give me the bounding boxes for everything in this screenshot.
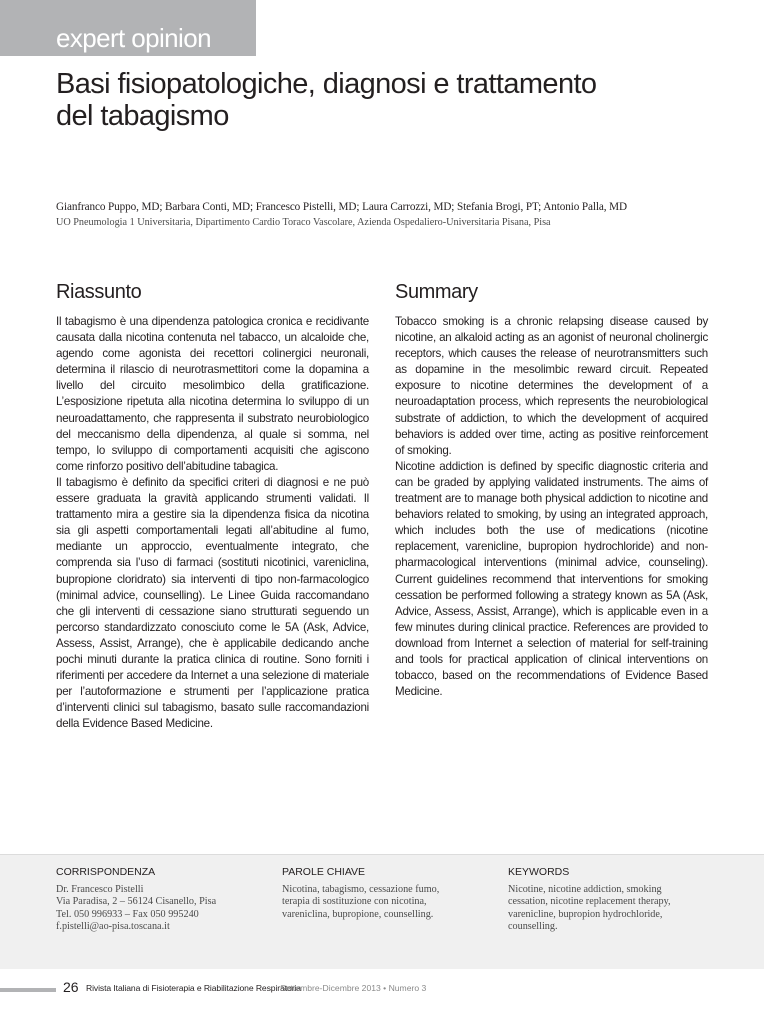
section-tab (0, 0, 256, 56)
riassunto-column (56, 279, 369, 732)
summary-paragraph-1: Tobacco smoking is a chronic relapsing disease caused by nicotine, an alkaloid acting as an agonist of neuronal cholinergic receptors, which causes the release of neurotransmitters such as dopamine in the mesolimbic reward circuit. Repeated exposure to nicotine determines the development of a neuroadaptation process, which represents the neurobiological substrate of addiction, to which the development of acquired behaviors is added over time, acting as positive reinforcement of smoking. (395, 315, 708, 457)
keywords-line: counselling. (508, 921, 558, 933)
keywords-block (508, 866, 718, 934)
parole-chiave-line: vareniclina, bupropione, counselling. (282, 908, 434, 920)
correspondence-heading: CORRISPONDENZA (56, 866, 156, 878)
article-title (56, 68, 696, 132)
issue-info: Settembre-Dicembre 2013 • Numero 3 (280, 983, 427, 993)
affiliation: UO Pneumologia 1 Universitaria, Dipartimento Cardio Toraco Vascolare, Azienda Ospedaliero-Universitaria Pisana, Pisa (56, 217, 551, 228)
section-label: expert opinion (56, 23, 211, 53)
parole-chiave-line: Nicotina, tabagismo, cessazione fumo, (282, 884, 440, 895)
journal-name: Rivista Italiana di Fisioterapia e Riabilitazione Respiratoria (86, 983, 301, 993)
summary-heading: Summary (395, 281, 478, 303)
keywords-heading: KEYWORDS (508, 866, 570, 878)
title-line-2: del tabagismo (56, 100, 229, 132)
parole-chiave-block (282, 866, 492, 921)
keywords-line: varenicline, bupropion hydrochloride, (508, 908, 663, 920)
title-line-1: Basi fisiopatologiche, diagnosi e trattamento (56, 68, 597, 100)
correspondence-address: Via Paradisa, 2 – 56124 Cisanello, Pisa (56, 896, 217, 908)
summary-column (395, 279, 708, 700)
riassunto-paragraph-1: Il tabagismo è una dipendenza patologica cronica e recidivante causata dalla nicotina contenuta nel tabacco, un alcaloide che, agendo come agonista dei recettori colinergici neuronali, determina il rilascio di neurotrasmettitori come la dopamina a livello del circuito mesolimbico della gratificazione. L’esposizione ripetuta alla nicotina determina lo sviluppo di un neuroadattamento, che rappresenta il substrato neurobiologico del meccanismo della dipendenza, al quale si somma, nel tempo, lo sviluppo di comportamenti acquisiti che agiscono come rinforzo positivo dell’abitudine tabagica. (56, 315, 369, 473)
page-number: 26 (63, 979, 79, 995)
keywords-line: Nicotine, nicotine addiction, smoking (508, 884, 662, 895)
summary-paragraph-2: Nicotine addiction is defined by specific diagnostic criteria and can be graded by applying validated instruments. The aims of treatment are to manage both physical addiction to nicotine and behaviors related to smoking, by using an integrated approach, which includes both the use of medications (nicotine replacement, varenicline, bupropion hydrochloride) and non-pharmacological interventions (minimal advice, counseling). Current guidelines recommend that interventions for smoking cessation be performed following a strategy known as 5A (Ask, Advice, Assess, Assist, Arrange), which is applicable even in a few minutes during clinical practice. References are provided to download from Internet a selection of material for self-training and tools for practical application of clinical interventions on tobacco, based on the recommendations of Evidence Based Medicine. (395, 459, 708, 699)
keywords-line: cessation, nicotine replacement therapy, (508, 896, 671, 908)
parole-chiave-line: terapia di sostituzione con nicotina, (282, 896, 427, 908)
parole-chiave-heading: PAROLE CHIAVE (282, 866, 366, 878)
correspondence-block (56, 866, 266, 934)
correspondence-phone: Tel. 050 996933 – Fax 050 995240 (56, 908, 199, 920)
page-footer-bar (0, 988, 56, 992)
correspondence-name: Dr. Francesco Pistelli (56, 884, 144, 895)
riassunto-paragraph-2: Il tabagismo è definito da specifici criteri di diagnosi e ne può essere graduata la gravità applicando strumenti validati. Il trattamento mira a gestire sia la dipendenza fisica da nicotina sia gli aspetti comportamentali legati all’abitudine al fumo, mediante un approccio, eventualmente integrato, che comprenda sia l’uso di farmaci (sostituti nicotinici, vareniclina, bupropione cloridrato) sia interventi di tipo non-farmacologico (minimal advice, counselling). Le Linee Guida raccomandano che gli interventi di cessazione siano strutturati seguendo un percorso standardizzato conosciuto come le 5A (Ask, Advice, Assess, Assist, Arrange), che è applicabile dedicando anche pochi minuti durante la pratica clinica di routine. Sono forniti i riferimenti per accedere da Internet a una selezione di materiale per l’autoformazione e strumenti per l’applicazione pratica d’interventi clinici sul tabagismo, basato sulle raccomandazioni della Evidence Based Medicine. (56, 475, 369, 731)
authors: Gianfranco Puppo, MD; Barbara Conti, MD; Francesco Pistelli, MD; Laura Carrozzi, MD; Stefania Brogi, PT; Antonio Palla, MD (56, 201, 628, 213)
riassunto-heading: Riassunto (56, 281, 142, 303)
correspondence-email[interactable]: f.pistelli@ao-pisa.toscana.it (56, 921, 170, 933)
